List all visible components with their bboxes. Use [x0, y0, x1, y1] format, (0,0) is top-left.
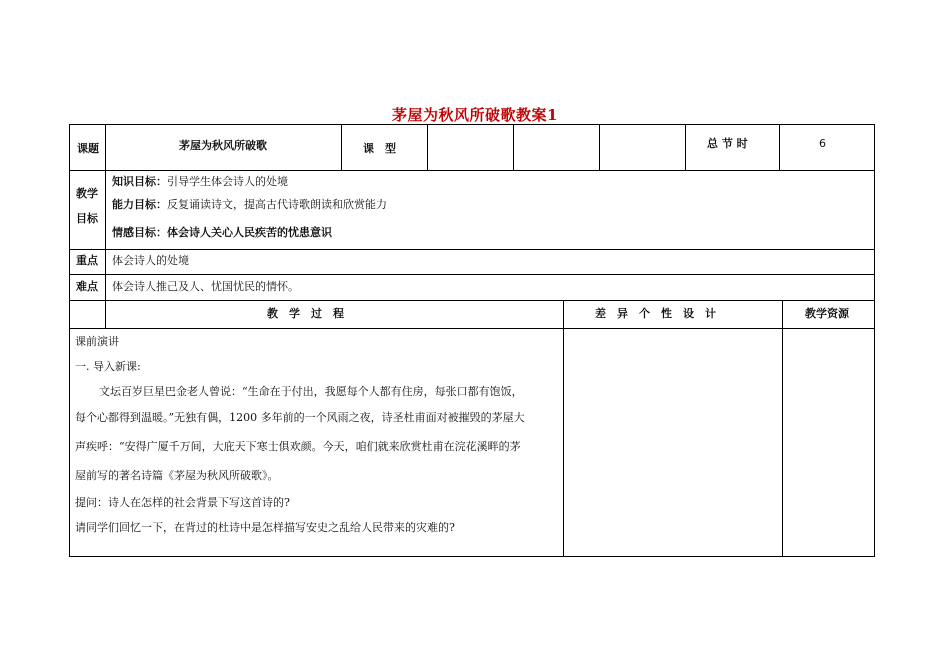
- row-divider: [69, 274, 875, 275]
- process-line-intro: 一. 导入新课:: [75, 360, 141, 373]
- col-divider: [105, 124, 106, 170]
- col-divider: [782, 300, 783, 556]
- goals-label-line2: 目标: [76, 212, 98, 225]
- col-divider: [427, 124, 428, 170]
- process-question-background: 提问：诗人在怎样的社会背景下写这首诗的?: [75, 496, 290, 509]
- table-border-right: [874, 124, 875, 557]
- type-label: 课 型: [363, 142, 396, 155]
- table-border-bottom: [69, 556, 875, 557]
- col-divider: [105, 170, 106, 328]
- process-paragraph-line: 文坛百岁巨星巴金老人曾说：“生命在于付出，我愿每个人都有住房，每张口都有饱饭，: [99, 385, 523, 398]
- process-line-prespeech: 课前演讲: [75, 335, 119, 348]
- total-hours-value: 6: [819, 137, 826, 150]
- row-divider: [69, 300, 875, 301]
- col-divider: [599, 124, 600, 170]
- total-hours-label: 总 节 时: [707, 137, 748, 150]
- table-border-top: [69, 124, 875, 125]
- lesson-name: 茅屋为秋风所破歌: [179, 139, 267, 152]
- col-divider: [685, 124, 686, 170]
- process-header: 教 学 过 程: [267, 307, 344, 320]
- col-divider: [563, 300, 564, 556]
- lesson-plan-table: [69, 124, 875, 557]
- row-divider: [69, 249, 875, 250]
- knowledge-goal: [112, 175, 288, 189]
- knowledge-goal-text: 引导学生体会诗人的处境: [167, 175, 288, 188]
- col-divider: [341, 124, 342, 170]
- process-question-recall: 请同学们回忆一下，在背过的杜诗中是怎样描写安史之乱给人民带来的灾难的?: [75, 521, 455, 534]
- emotion-goal: [112, 226, 332, 240]
- process-paragraph-line: 声疾呼：“安得广厦千万间，大庇天下寒士俱欢颜。今天，咱们就来欣赏杜甫在浣花溪畔的茅: [75, 440, 521, 453]
- goals-label-line1: 教学: [76, 187, 98, 200]
- difficulty-label: 难点: [76, 280, 98, 293]
- ability-goal-label: 能力目标：: [112, 198, 167, 211]
- row-divider: [69, 328, 875, 329]
- key-point-label: 重点: [76, 254, 98, 267]
- difficulty-text: 体会诗人推己及人、忧国忧民的情怀。: [112, 280, 299, 293]
- key-point-text: 体会诗人的处境: [112, 254, 189, 267]
- knowledge-goal-label: 知识目标：: [112, 175, 167, 188]
- differentiation-header: 差 异 个 性 设 计: [595, 307, 716, 320]
- document-title: 茅屋为秋风所破歌教案1: [392, 106, 558, 124]
- process-paragraph-line: 屋前写的著名诗篇《茅屋为秋风所破歌》。: [75, 469, 279, 482]
- row-divider: [69, 170, 875, 171]
- emotion-goal-text: 体会诗人关心人民疾苦的忧患意识: [167, 226, 332, 239]
- col-divider: [779, 124, 780, 170]
- col-divider: [513, 124, 514, 170]
- ability-goal-text: 反复诵读诗文，提高古代诗歌朗读和欣赏能力: [167, 198, 387, 211]
- ability-goal: [112, 198, 387, 212]
- lesson-label: 课题: [77, 142, 99, 155]
- table-border-left: [69, 124, 70, 557]
- process-paragraph-line: 每个心都得到温暖。”无独有偶，1200 多年前的一个风雨之夜，诗圣杜甫面对被摧毁的茅屋大: [75, 411, 525, 424]
- resources-header: 教学资源: [805, 307, 849, 320]
- emotion-goal-label: 情感目标：: [112, 226, 167, 239]
